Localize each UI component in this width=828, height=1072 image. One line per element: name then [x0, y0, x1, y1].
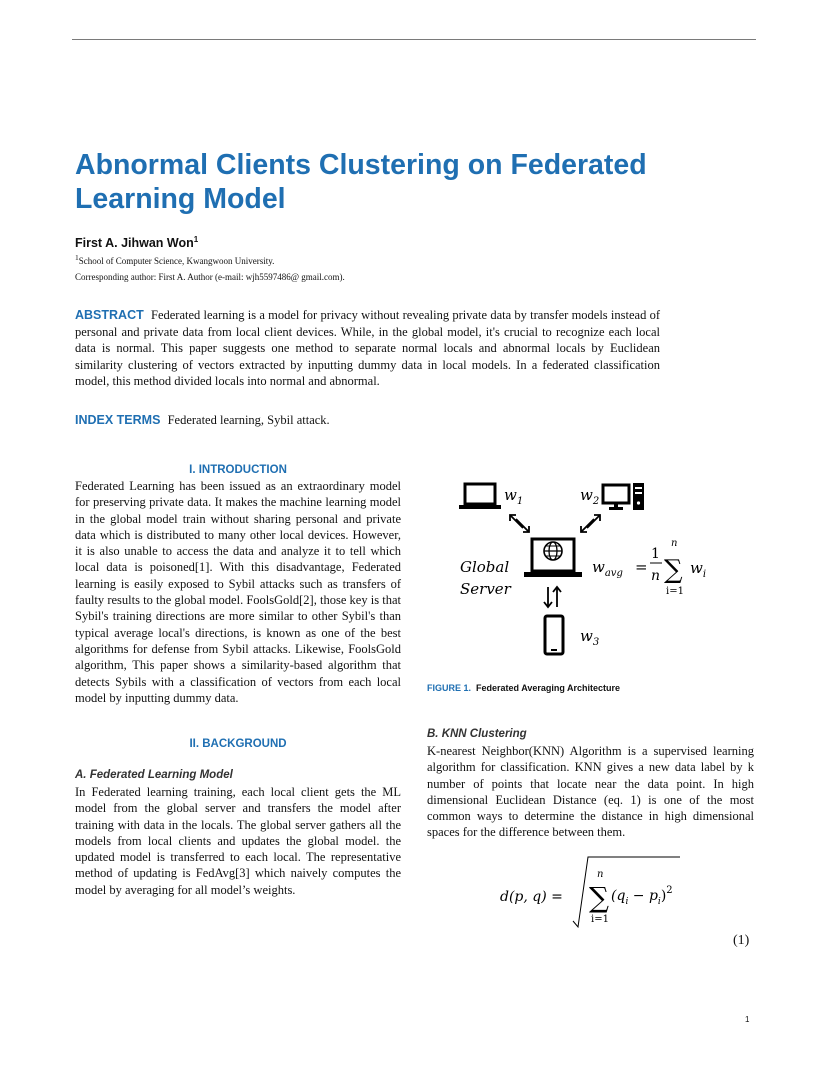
figure-caption-label: FIGURE 1. [427, 683, 472, 693]
fraction-numerator: 1 [651, 546, 660, 562]
introduction-paragraph: Federated Learning has been issued as an extraordinary model for preserving private data. It makes the machine learning model in the global model train without sharing personal and private data which is distributed to many other local devices. However, it is also unable to access the data and analyze it to tell which local data is poisoned[1]. With this disadvantage, Federated learning is easily exposed to Sybil attacks such as transfers of faulty results to the global model. FoolsGold[2], those key is that Sybil's training directions are more similar to other Sybil's than typical average local's directions, is known as one of the best algorithms for defense from Sybil attacks. Likewise, FoolsGold algorithm, This paper shows a similarity-based algorithm that detects Sybils with a classification of vectors from each local model by inputting dummy data. [75, 479, 401, 705]
equation-body: $(q_i - p_i)^2$ [611, 885, 673, 907]
bidirectional-arrow-icon [510, 515, 529, 532]
sum-lower-limit: i=1 [666, 586, 684, 597]
abstract-text: Federated learning is a model for privacy without revealing private data by transfer models instead of personal and private data from local client devices. While, in the global model, it's crucial to recognize each local data is normal. This paper suggests one method to separate normal locals and abnormal locals by Euclidean similarity clustering of vectors extracted by inputting dummy data in local models. In a federated classification model, this method divided locals into normal and abnormal. [75, 308, 660, 388]
header-rule [72, 39, 756, 40]
index-terms-text: Federated learning, Sybil attack. [167, 413, 330, 427]
index-terms-label: INDEX TERMS [75, 413, 161, 427]
sum-upper-limit: n [671, 538, 678, 549]
wavg-equals: = [635, 558, 648, 576]
affiliation [75, 253, 274, 266]
affiliation-text: School of Computer Science, Kwangwoon University. [78, 256, 275, 266]
subsection-heading-federated-learning: A. Federated Learning Model [75, 769, 233, 781]
equation-euclidean-distance [490, 855, 710, 935]
global-label: Global [460, 558, 510, 576]
section-heading-introduction: I. INTRODUCTION [189, 464, 287, 476]
equation-lhs: d(p, q) = [500, 889, 563, 905]
author-superscript: 1 [193, 235, 199, 244]
desktop-icon [603, 483, 644, 510]
server-label: Server [460, 580, 511, 598]
summation-symbol: ∑ [664, 555, 683, 585]
bidirectional-arrow-icon [581, 515, 600, 532]
bidirectional-arrow-icon [544, 587, 561, 607]
subsection-heading-knn: B. KNN Clustering [427, 728, 527, 740]
index-terms [75, 413, 330, 428]
page-number: 1 [745, 1015, 750, 1024]
abstract [75, 307, 660, 390]
equation-sum-lower: i=1 [591, 914, 609, 925]
equation-summation-symbol: ∑ [589, 881, 609, 914]
w1-label: $w_1$ [504, 486, 524, 507]
fraction-denominator: n [651, 568, 661, 584]
phone-icon [545, 616, 563, 654]
figure-federated-averaging [428, 470, 728, 670]
author-line [75, 235, 198, 250]
section-heading-background: II. BACKGROUND [189, 738, 287, 750]
globe-laptop-icon [524, 539, 582, 577]
laptop-icon [459, 484, 501, 509]
w3-label: $w_3$ [580, 627, 600, 648]
wavg-label: $w_{avg}$ [592, 558, 623, 579]
author-name: First A. Jihwan Won [75, 236, 194, 251]
corresponding-author: Corresponding author: First A. Author (e-mail: wjh5597486@ gmail.com). [75, 272, 345, 282]
knn-paragraph: K-nearest Neighbor(KNN) Algorithm is a supervised learning algorithm for classification. KNN gives a new data label by k number of points that locate near the data point. In high dimensional Euclidean Distance (eq. 1) is one of the most common ways to determine the distance in high dimensional spaces for the difference between them. [427, 744, 754, 840]
equation-sum-upper: n [597, 869, 604, 880]
wi-label: $w_i$ [690, 559, 707, 580]
figure-caption-text: Federated Averaging Architecture [476, 683, 621, 693]
abstract-label: ABSTRACT [75, 308, 144, 322]
federated-learning-paragraph: In Federated learning training, each local client gets the ML model from the global server and transfers the model after training with data in the locals. The global server gathers all the models from local clients and updates the global model. the updated model is transferred to each local. The representative method of updating is FedAvg[3] which naively computes the model by averaging for all model’s weights. [75, 785, 401, 897]
w2-label: $w_2$ [580, 486, 600, 507]
figure-caption [427, 683, 620, 693]
equation-svg [490, 855, 710, 935]
affiliation-superscript: 1 [75, 253, 79, 262]
paper-title: Abnormal Clients Clustering on Federated Learning Model [75, 149, 647, 215]
equation-number: (1) [733, 933, 750, 948]
figure-diagram [428, 470, 728, 670]
